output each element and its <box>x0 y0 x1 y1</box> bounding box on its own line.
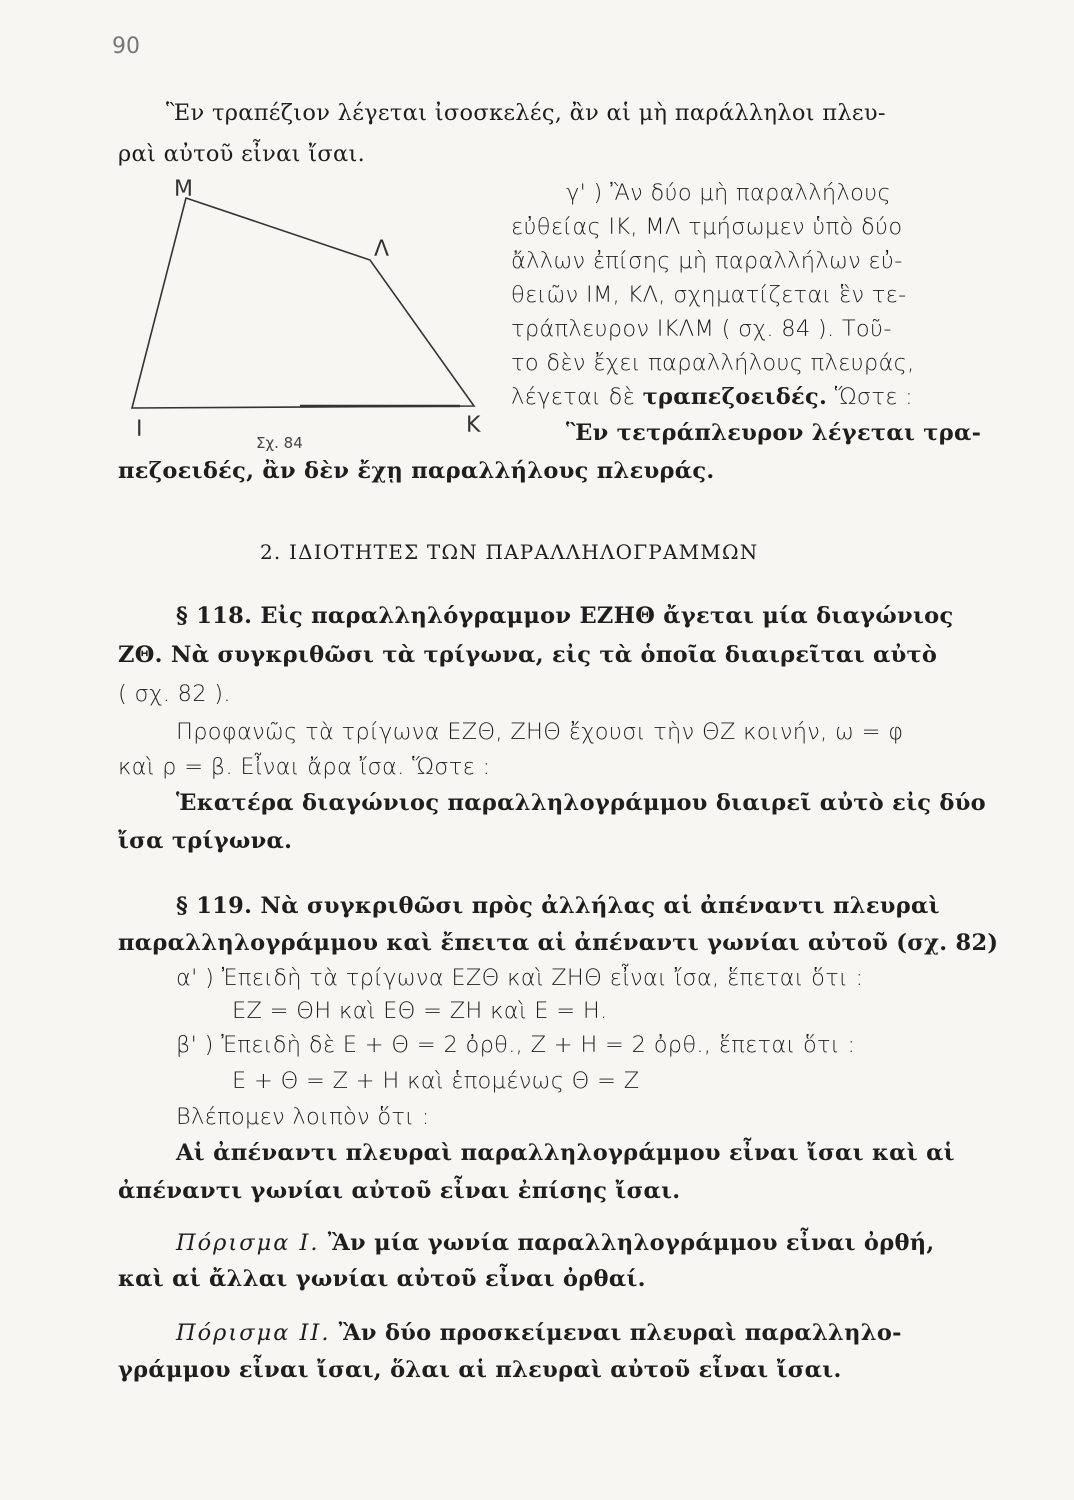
gamma-line-6: το δὲν ἔχει παραλλήλους πλευράς, <box>511 350 915 376</box>
gamma-line-1: γ' ) Ἂν δύο μὴ παραλλήλους <box>566 180 891 206</box>
corollary-2-line-1 <box>176 1320 902 1346</box>
label-i: Ι <box>136 417 143 442</box>
corollary-1-line-2: καὶ αἱ ἄλλαι γωνίαι αὐτοῦ εἶναι ὀρθαί. <box>118 1266 646 1292</box>
p119-see-line: Βλέπομεν λοιπὸν ὅτι : <box>176 1104 430 1130</box>
p118-line-5: καὶ ρ = β. Εἶναι ἄρα ἴσα. Ὥστε : <box>118 754 491 780</box>
p119-alpha-line-2: ΕΖ = ΘΗ καὶ ΕΘ = ΖΗ καὶ Ε = Η. <box>232 998 608 1024</box>
intro-line-2: ραὶ αὐτοῦ εἶναι ἴσαι. <box>118 141 366 167</box>
gamma-line-5: τράπλευρον ΙΚΛΜ ( σχ. 84 ). Τοῦ- <box>511 316 892 342</box>
gamma-line-2: εὐθείας ΙΚ, ΜΛ τμήσωμεν ὑπὸ δύο <box>511 214 903 240</box>
p118-rule-line-2: ἴσα τρίγωνα. <box>118 828 293 854</box>
p119-beta-line-2: Ε + Θ = Ζ + Η καὶ ἑπομένως Θ = Ζ <box>232 1068 640 1094</box>
p119-line-2: παραλληλογράμμου καὶ ἔπειτα αἱ ἀπέναντι γωνίαι αὐτοῦ (σχ. 82) <box>118 930 999 956</box>
figure-84-trapezoid <box>110 160 490 460</box>
p118-line-2: ΖΘ. Νὰ συγκριθῶσι τὰ τρίγωνα, εἰς τὰ ὁποῖα διαιρεῖται αὐτὸ <box>118 642 938 668</box>
label-l: Λ <box>374 237 390 262</box>
p119-conclusion-line-2: ἀπέναντι γωνίαι αὐτοῦ εἶναι ἐπίσης ἴσαι. <box>118 1178 681 1204</box>
definition-line-2: πεζοειδές, ἂν δὲν ἔχῃ παραλλήλους πλευράς. <box>118 458 715 484</box>
p119-alpha-line-1: α' ) Ἐπειδὴ τὰ τρίγωνα ΕΖΘ καὶ ΖΗΘ εἶναι ἴσα, ἕπεται ὅτι : <box>176 965 864 991</box>
definition-line-1: Ἓν τετράπλευρον λέγεται τρα- <box>566 420 982 446</box>
p118-line-4: Προφανῶς τὰ τρίγωνα ΕΖΘ, ΖΗΘ ἔχουσι τὴν ΘΖ κοινήν, ω = φ <box>176 719 904 745</box>
p119-line-1: § 119. Νὰ συγκριθῶσι πρὸς ἀλλήλας αἱ ἀπέναντι πλευραὶ <box>176 893 940 919</box>
gamma-line-7 <box>511 384 913 410</box>
p118-rule-line-1: Ἑκατέρα διαγώνιος παραλληλογράμμου διαιρεῖ αὐτὸ εἰς δύο <box>176 790 986 816</box>
corollary-2-text: Ἂν δύο προσκείμεναι πλευραὶ παραλληλο- <box>330 1320 902 1346</box>
label-m: Μ <box>174 177 193 202</box>
term-trapezoid: τραπεζοειδές. <box>642 384 828 410</box>
label-k: Κ <box>466 413 481 438</box>
p119-beta-line-1: β' ) Ἐπειδὴ δὲ Ε + Θ = 2 ὀρθ., Ζ + Η = 2 ὀρθ., ἕπεται ὅτι : <box>176 1032 856 1058</box>
gamma-line-7-text: λέγεται δὲ <box>511 384 643 410</box>
quadrilateral-iklm <box>132 198 474 408</box>
corollary-1-label: Πόρισμα Ι. <box>176 1230 320 1256</box>
corollary-2-line-2: γράμμου εἶναι ἴσαι, ὅλαι αἱ πλευραὶ αὐτοῦ εἶναι ἴσαι. <box>118 1357 842 1383</box>
corollary-1-line-1 <box>176 1230 935 1256</box>
intro-line-1: Ἓν τραπέζιον λέγεται ἰσοσκελές, ἂν αἱ μὴ παράλληλοι πλευ- <box>166 100 886 126</box>
figure-84-caption: Σχ. 84 <box>256 434 303 452</box>
page-number: 90 <box>112 34 140 59</box>
section-heading: 2. ΙΔΙΟΤΗΤΕΣ ΤΩΝ ΠΑΡΑΛΛΗΛΟΓΡΑΜΜΩΝ <box>260 540 759 564</box>
corollary-2-label: Πόρισμα ΙΙ. <box>176 1320 331 1346</box>
p118-line-3: ( σχ. 82 ). <box>118 681 231 707</box>
corollary-1-text: Ἂν μία γωνία παραλληλογράμμου εἶναι ὀρθή, <box>319 1230 935 1256</box>
p118-line-1: § 118. Εἰς παραλληλόγραμμον ΕΖΗΘ ἄγεται μία διαγώνιος <box>176 603 954 629</box>
gamma-line-7-tail: Ὥστε : <box>827 384 913 410</box>
gamma-line-3: ἄλλων ἐπίσης μὴ παραλλήλων εὐ- <box>511 248 903 274</box>
gamma-line-4: θειῶν ΙΜ, ΚΛ, σχηματίζεται ἓν τε- <box>511 282 907 308</box>
p119-conclusion-line-1: Αἱ ἀπέναντι πλευραὶ παραλληλογράμμου εἶναι ἴσαι καὶ αἱ <box>176 1140 955 1166</box>
